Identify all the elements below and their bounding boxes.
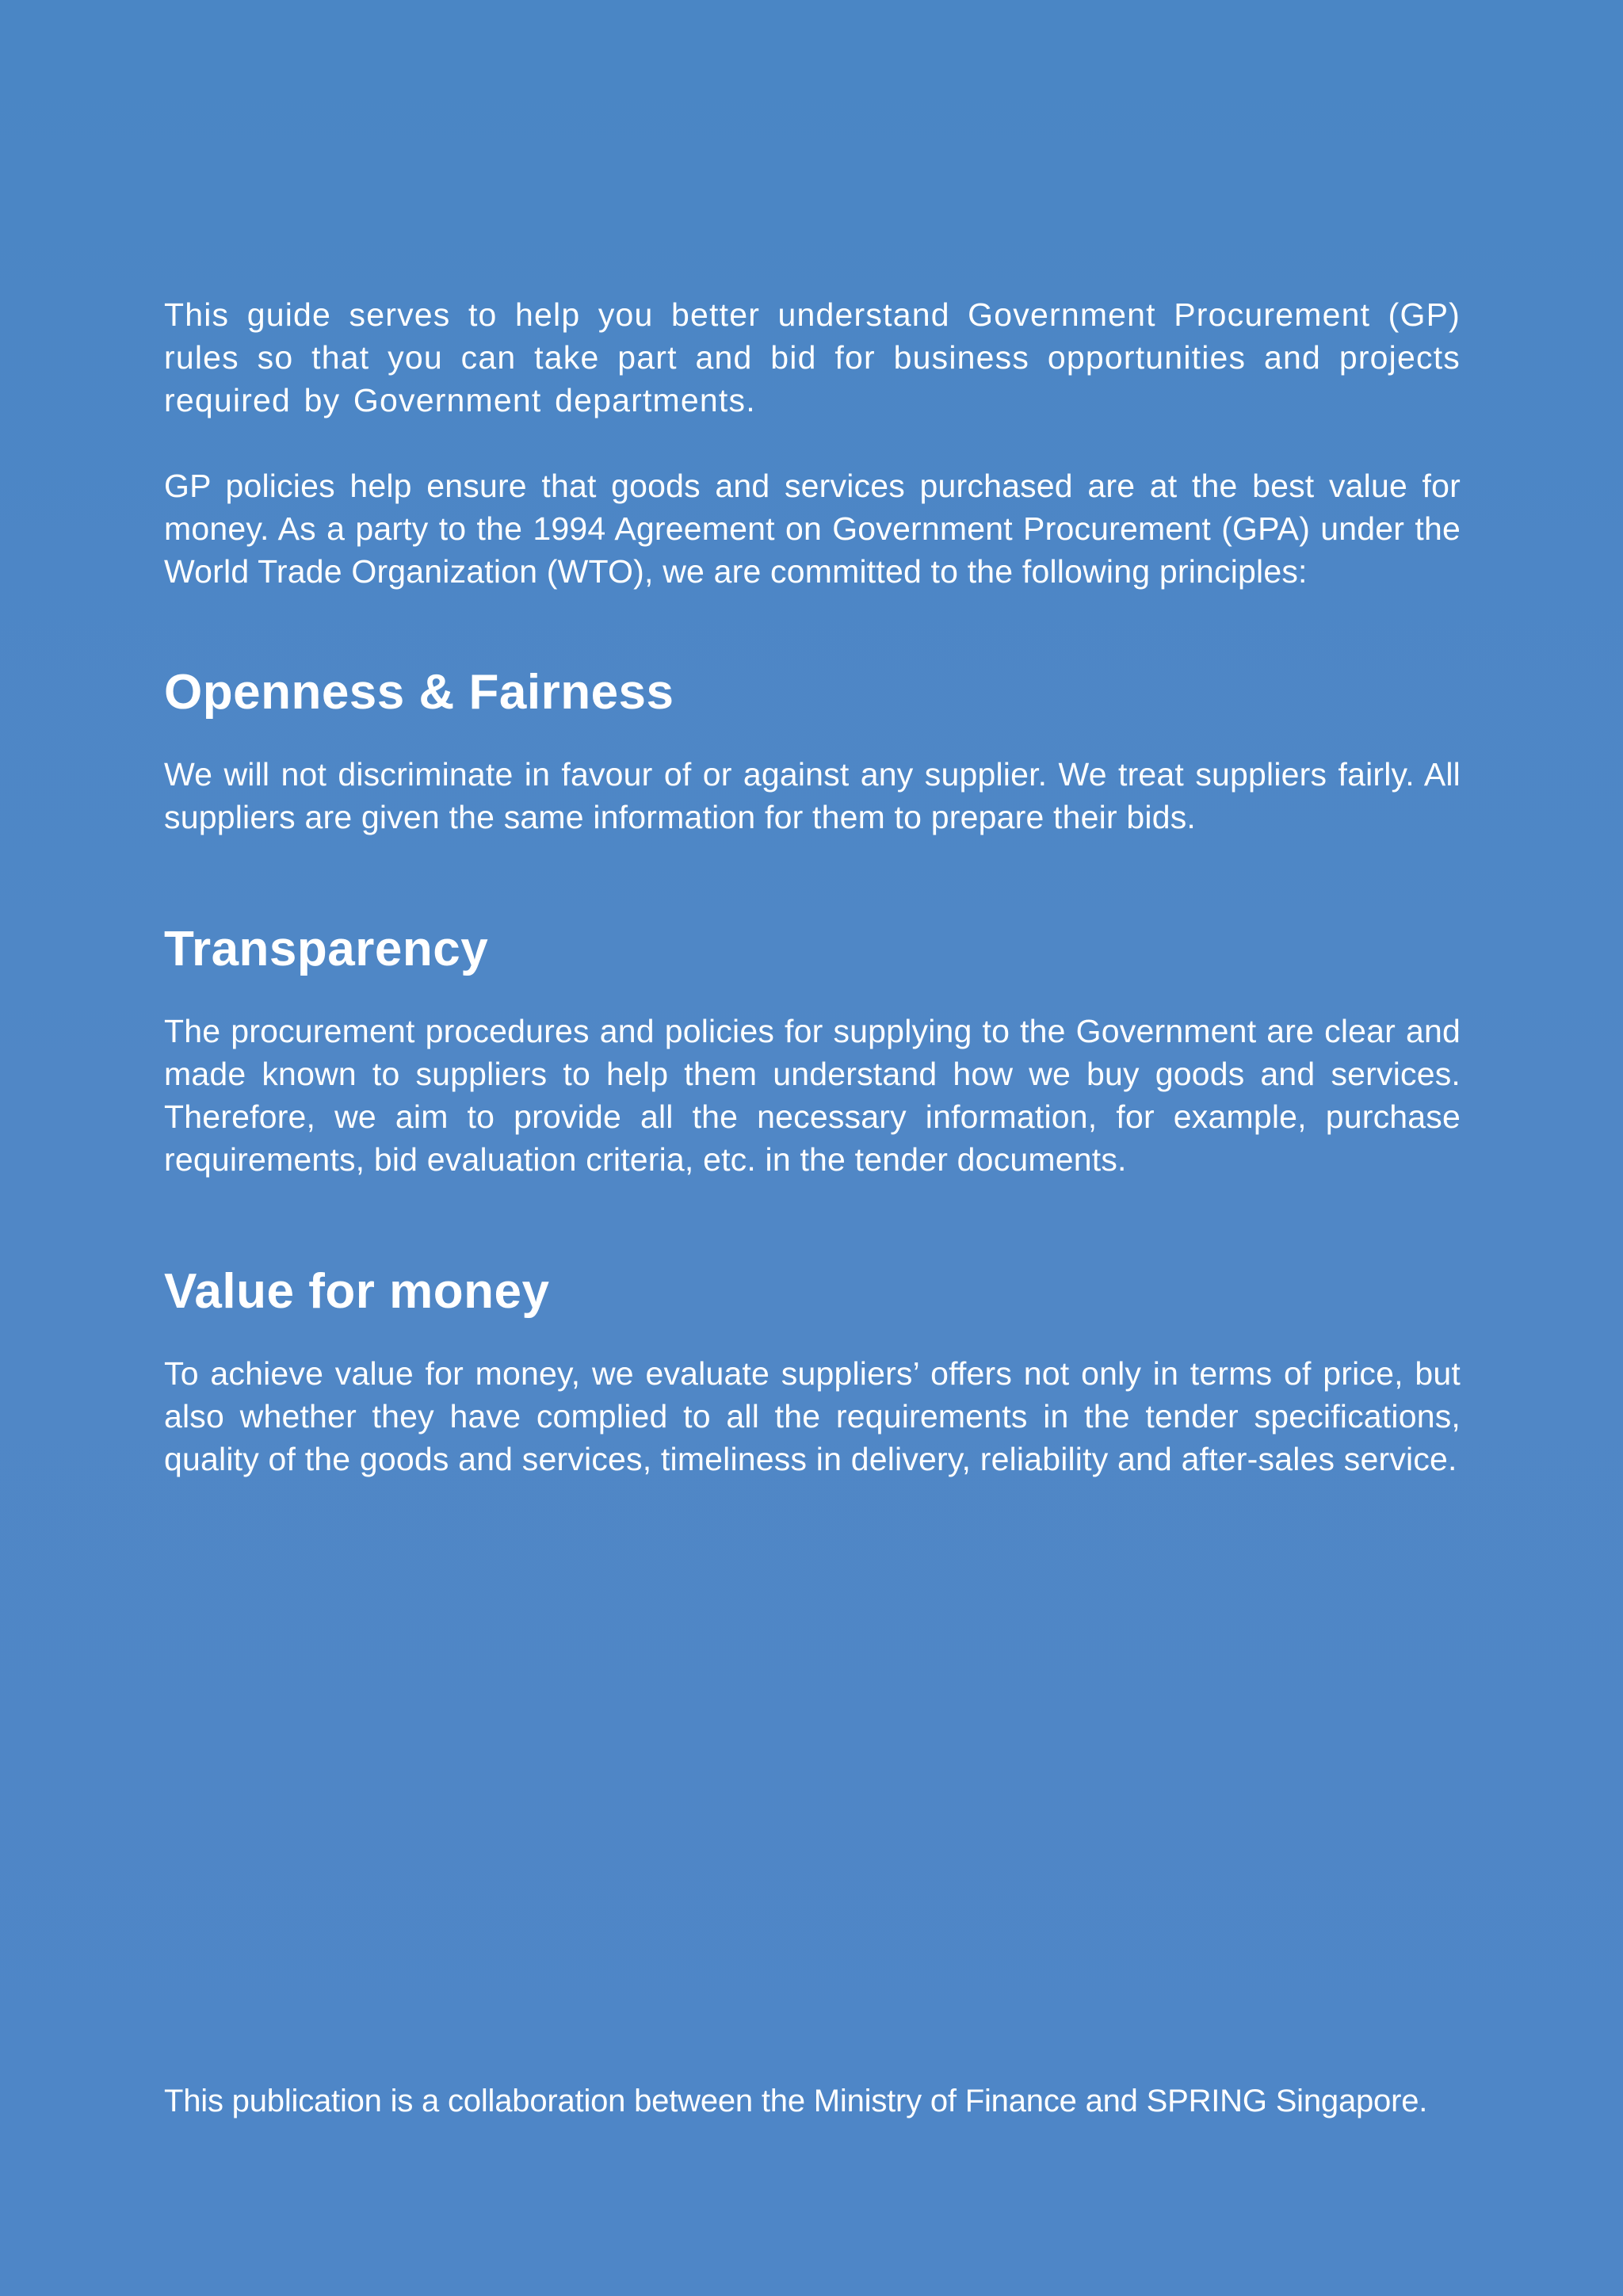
principle-heading-value-for-money: Value for money bbox=[164, 1264, 550, 1319]
document-body bbox=[164, 293, 1461, 1480]
principle-body-openness-fairness: We will not discriminate in favour of or against any supplier. We treat suppliers fairly. All suppliers are given the same information for them to prepare their bids. bbox=[164, 756, 1461, 835]
paragraph-spacer bbox=[164, 422, 1461, 464]
principle-transparency bbox=[164, 921, 1461, 1181]
principle-body-value-for-money: To achieve value for money, we evaluate suppliers’ offers not only in terms of price, but also whether they have complied to all the requirements in the tender specifications, quality of the goods and services, timeliness in delivery, reliability and after-sales service. bbox=[164, 1355, 1461, 1477]
principle-heading-openness-fairness: Openness & Fairness bbox=[164, 665, 674, 720]
principle-openness-fairness bbox=[164, 664, 1461, 839]
intro-paragraph-1: This guide serves to help you better understand Government Procurement (GP) rules so that you can take part and bid for business opportunities and projects required by Government departments. bbox=[164, 296, 1461, 418]
principle-heading-transparency: Transparency bbox=[164, 922, 489, 976]
intro-paragraph-2: GP policies help ensure that goods and services purchased are at the best value for money. As a party to the 1994 Agreement on Government Procurement (GPA) under the World Trade Organization (WTO), we are committed to the following principles: bbox=[164, 468, 1461, 590]
publication-footer: This publication is a collaboration between the Ministry of Finance and SPRING Singapore. bbox=[164, 2084, 1428, 2118]
principle-value-for-money bbox=[164, 1263, 1461, 1480]
principle-body-transparency: The procurement procedures and policies for supplying to the Government are clear and made known to suppliers to help them understand how we buy goods and services. Therefore, we aim to provide all the necessary information, for example, purchase requirements, bid evaluation criteria, etc. in the tender documents. bbox=[164, 1013, 1461, 1178]
